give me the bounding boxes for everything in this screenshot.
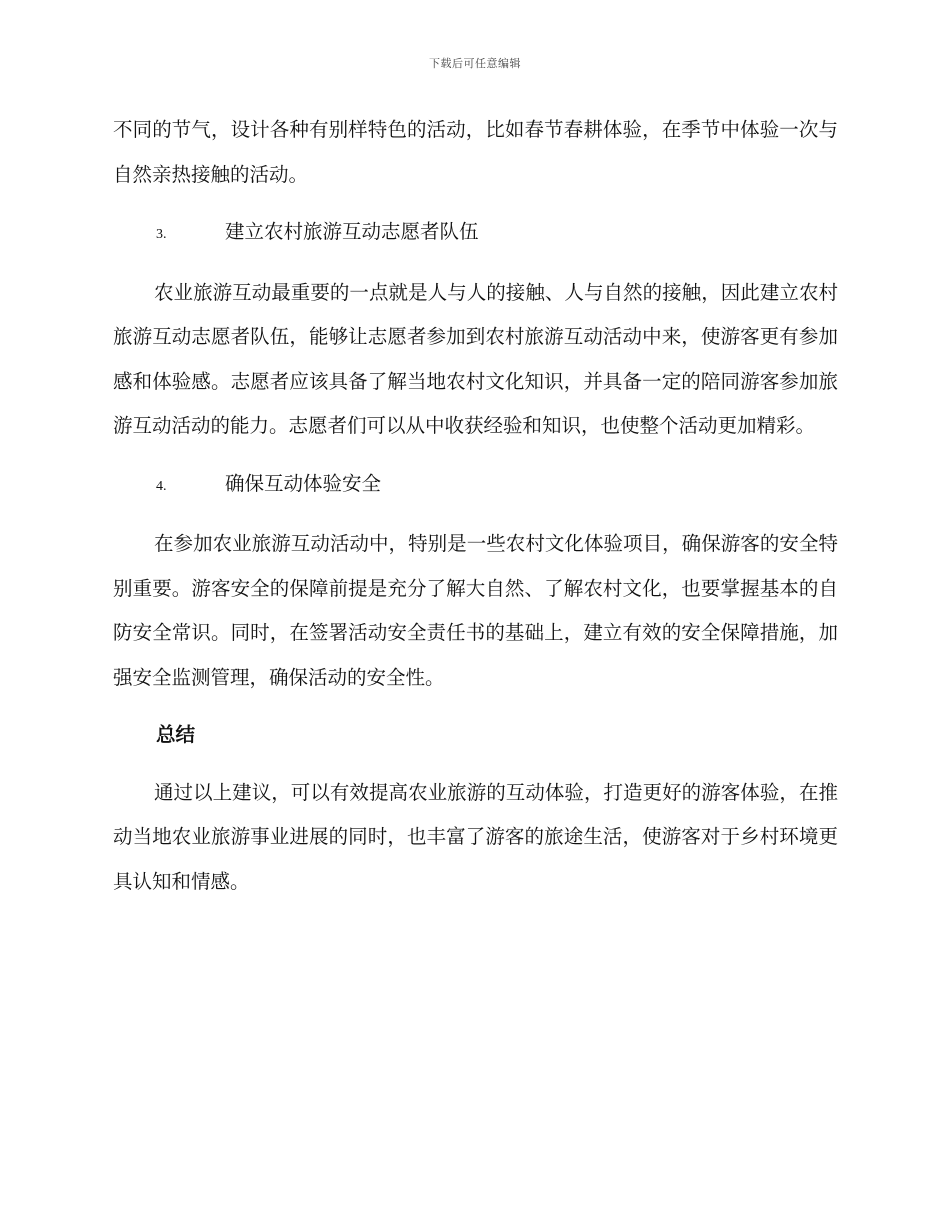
document-body <box>113 108 838 917</box>
paragraph-summary: 通过以上建议，可以有效提高农业旅游的互动体验，打造更好的游客体验，在推动当地农业旅游事业进展的同时，也丰富了游客的旅途生活，使游客对于乡村环境更具认知和情感。 <box>113 780 838 893</box>
numbered-heading-3 <box>113 210 838 258</box>
numbered-heading-4 <box>113 462 838 510</box>
paragraph-volunteers: 农业旅游互动最重要的一点就是人与人的接触、人与自然的接触，因此建立农村旅游互动志愿者队伍，能够让志愿者参加到农村旅游互动活动中来，使游客更有参加感和体验感。志愿者应该具备了解当地农村文化知识，并具备一定的陪同游客参加旅游互动活动的能力。志愿者们可以从中收获经验和知识，也使整个活动更加精彩。 <box>113 280 838 437</box>
summary-heading: 总结 <box>156 723 196 746</box>
paragraph-continuation: 不同的节气，设计各种有别样特色的活动，比如春节春耕体验，在季节中体验一次与自然亲热接触的活动。 <box>113 118 838 186</box>
item-title: 确保互动体验安全 <box>225 471 382 495</box>
item-number: 4. <box>156 478 167 494</box>
item-title: 建立农村旅游互动志愿者队伍 <box>225 220 479 243</box>
item-number: 3. <box>156 227 167 242</box>
paragraph-safety: 在参加农业旅游互动活动中，特别是一些农村文化体验项目，确保游客的安全特别重要。游客安全的保障前提是充分了解大自然、了解农村文化，也要掌握基本的自防安全常识。同时，在签署活动安全责任书的基础上，建立有效的安全保障措施，加强安全监测管理，确保活动的安全性。 <box>113 532 838 689</box>
page-header: 下载后可任意编辑 <box>429 57 521 70</box>
